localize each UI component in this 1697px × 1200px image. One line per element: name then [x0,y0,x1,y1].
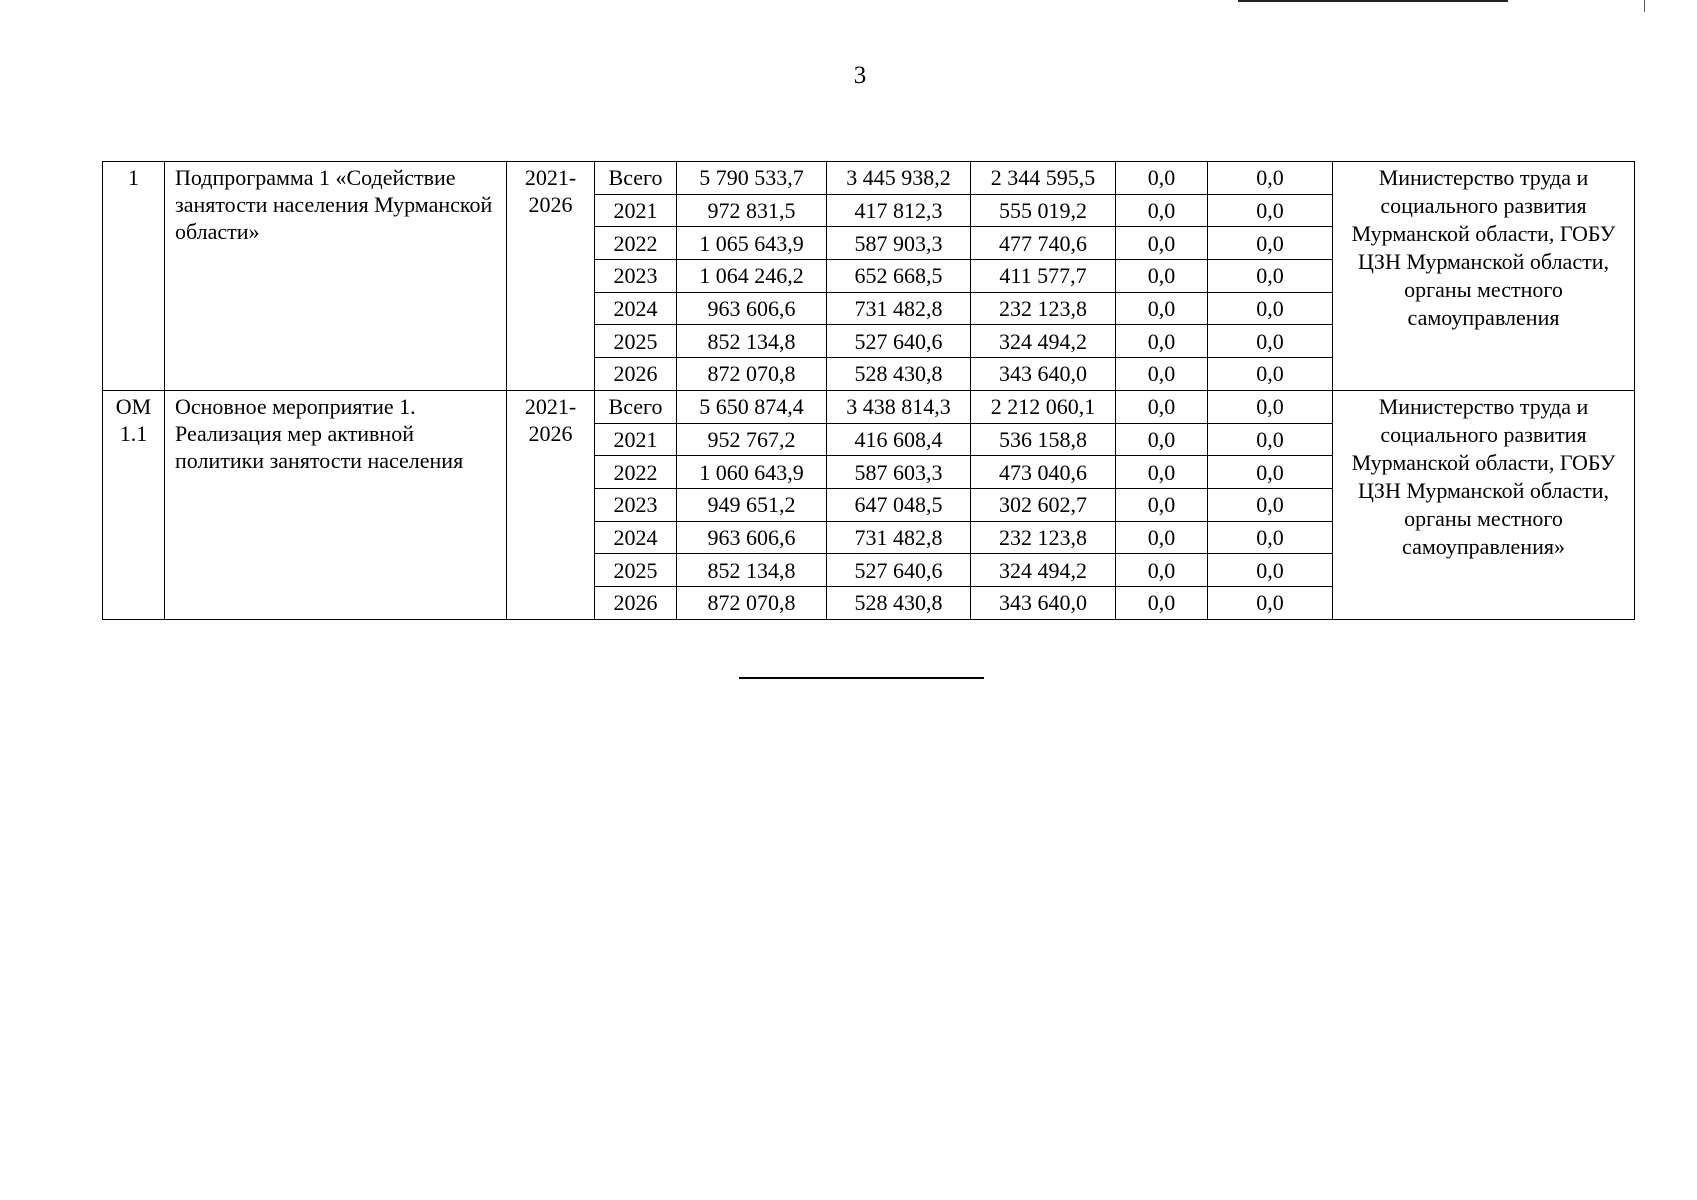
federal-budget-cell: 3 438 814,3 [827,390,971,423]
federal-budget-cell: 587 603,3 [827,456,971,489]
regional-budget-cell: 2 344 595,5 [971,162,1116,195]
table-row [103,390,1635,423]
year-cell: 2023 [595,260,677,293]
federal-budget-cell: 528 430,8 [827,586,971,619]
responsible-executor: Министерство труда и социального развития Мурманской области, ГОБУ ЦЗН Мурманской области, органы местного самоуправления [1333,162,1635,391]
local-budget-cell: 0,0 [1116,194,1208,227]
top-edge-mark [1238,0,1508,2]
edge-tick-mark [1644,0,1645,12]
other-sources-cell: 0,0 [1208,586,1333,619]
federal-budget-cell: 647 048,5 [827,488,971,521]
total-cell: 949 651,2 [677,488,827,521]
regional-budget-cell: 477 740,6 [971,227,1116,260]
total-cell: 963 606,6 [677,521,827,554]
local-budget-cell: 0,0 [1116,586,1208,619]
other-sources-cell: 0,0 [1208,162,1333,195]
total-cell: 1 060 643,9 [677,456,827,489]
total-cell: 963 606,6 [677,292,827,325]
other-sources-cell: 0,0 [1208,194,1333,227]
federal-budget-cell: 3 445 938,2 [827,162,971,195]
year-cell: 2026 [595,586,677,619]
federal-budget-cell: 587 903,3 [827,227,971,260]
year-cell: 2025 [595,554,677,587]
year-cell: 2026 [595,358,677,391]
other-sources-cell: 0,0 [1208,358,1333,391]
local-budget-cell: 0,0 [1116,423,1208,456]
total-cell: 952 767,2 [677,423,827,456]
implementation-period: 2021- 2026 [507,390,595,619]
total-cell: 852 134,8 [677,554,827,587]
other-sources-cell: 0,0 [1208,390,1333,423]
table-body [103,162,1635,620]
other-sources-cell: 0,0 [1208,325,1333,358]
year-cell: 2025 [595,325,677,358]
total-cell: 872 070,8 [677,358,827,391]
local-budget-cell: 0,0 [1116,358,1208,391]
total-cell: 5 650 874,4 [677,390,827,423]
total-cell: 972 831,5 [677,194,827,227]
regional-budget-cell: 343 640,0 [971,358,1116,391]
regional-budget-cell: 536 158,8 [971,423,1116,456]
local-budget-cell: 0,0 [1116,456,1208,489]
regional-budget-cell: 302 602,7 [971,488,1116,521]
total-cell: 5 790 533,7 [677,162,827,195]
year-cell: Всего [595,162,677,195]
year-cell: 2021 [595,423,677,456]
item-number: 1 [103,162,165,391]
regional-budget-cell: 324 494,2 [971,554,1116,587]
local-budget-cell: 0,0 [1116,162,1208,195]
other-sources-cell: 0,0 [1208,227,1333,260]
year-cell: 2024 [595,521,677,554]
federal-budget-cell: 528 430,8 [827,358,971,391]
federal-budget-cell: 731 482,8 [827,521,971,554]
other-sources-cell: 0,0 [1208,423,1333,456]
local-budget-cell: 0,0 [1116,390,1208,423]
regional-budget-cell: 411 577,7 [971,260,1116,293]
federal-budget-cell: 731 482,8 [827,292,971,325]
other-sources-cell: 0,0 [1208,260,1333,293]
responsible-executor: Министерство труда и социального развития Мурманской области, ГОБУ ЦЗН Мурманской области, органы местного самоуправления» [1333,390,1635,619]
local-budget-cell: 0,0 [1116,325,1208,358]
regional-budget-cell: 232 123,8 [971,292,1116,325]
federal-budget-cell: 417 812,3 [827,194,971,227]
year-cell: 2021 [595,194,677,227]
total-cell: 872 070,8 [677,586,827,619]
local-budget-cell: 0,0 [1116,521,1208,554]
local-budget-cell: 0,0 [1116,292,1208,325]
year-cell: Всего [595,390,677,423]
page-number: 3 [853,62,867,89]
regional-budget-cell: 2 212 060,1 [971,390,1116,423]
federal-budget-cell: 527 640,6 [827,325,971,358]
year-cell: 2024 [595,292,677,325]
regional-budget-cell: 324 494,2 [971,325,1116,358]
local-budget-cell: 0,0 [1116,554,1208,587]
item-name: Подпрограмма 1 «Содействие занятости населения Мурманской области» [165,162,507,391]
other-sources-cell: 0,0 [1208,521,1333,554]
implementation-period: 2021- 2026 [507,162,595,391]
year-cell: 2022 [595,227,677,260]
other-sources-cell: 0,0 [1208,488,1333,521]
regional-budget-cell: 555 019,2 [971,194,1116,227]
other-sources-cell: 0,0 [1208,554,1333,587]
total-cell: 1 065 643,9 [677,227,827,260]
total-cell: 852 134,8 [677,325,827,358]
federal-budget-cell: 416 608,4 [827,423,971,456]
local-budget-cell: 0,0 [1116,227,1208,260]
local-budget-cell: 0,0 [1116,488,1208,521]
regional-budget-cell: 343 640,0 [971,586,1116,619]
regional-budget-cell: 473 040,6 [971,456,1116,489]
funding-table [102,161,1635,620]
federal-budget-cell: 652 668,5 [827,260,971,293]
end-separator-line [739,677,984,679]
table-row [103,162,1635,195]
federal-budget-cell: 527 640,6 [827,554,971,587]
regional-budget-cell: 232 123,8 [971,521,1116,554]
year-cell: 2023 [595,488,677,521]
total-cell: 1 064 246,2 [677,260,827,293]
other-sources-cell: 0,0 [1208,292,1333,325]
item-name: Основное мероприятие 1. Реализация мер активной политики занятости населения [165,390,507,619]
other-sources-cell: 0,0 [1208,456,1333,489]
year-cell: 2022 [595,456,677,489]
item-number: ОМ 1.1 [103,390,165,619]
local-budget-cell: 0,0 [1116,260,1208,293]
